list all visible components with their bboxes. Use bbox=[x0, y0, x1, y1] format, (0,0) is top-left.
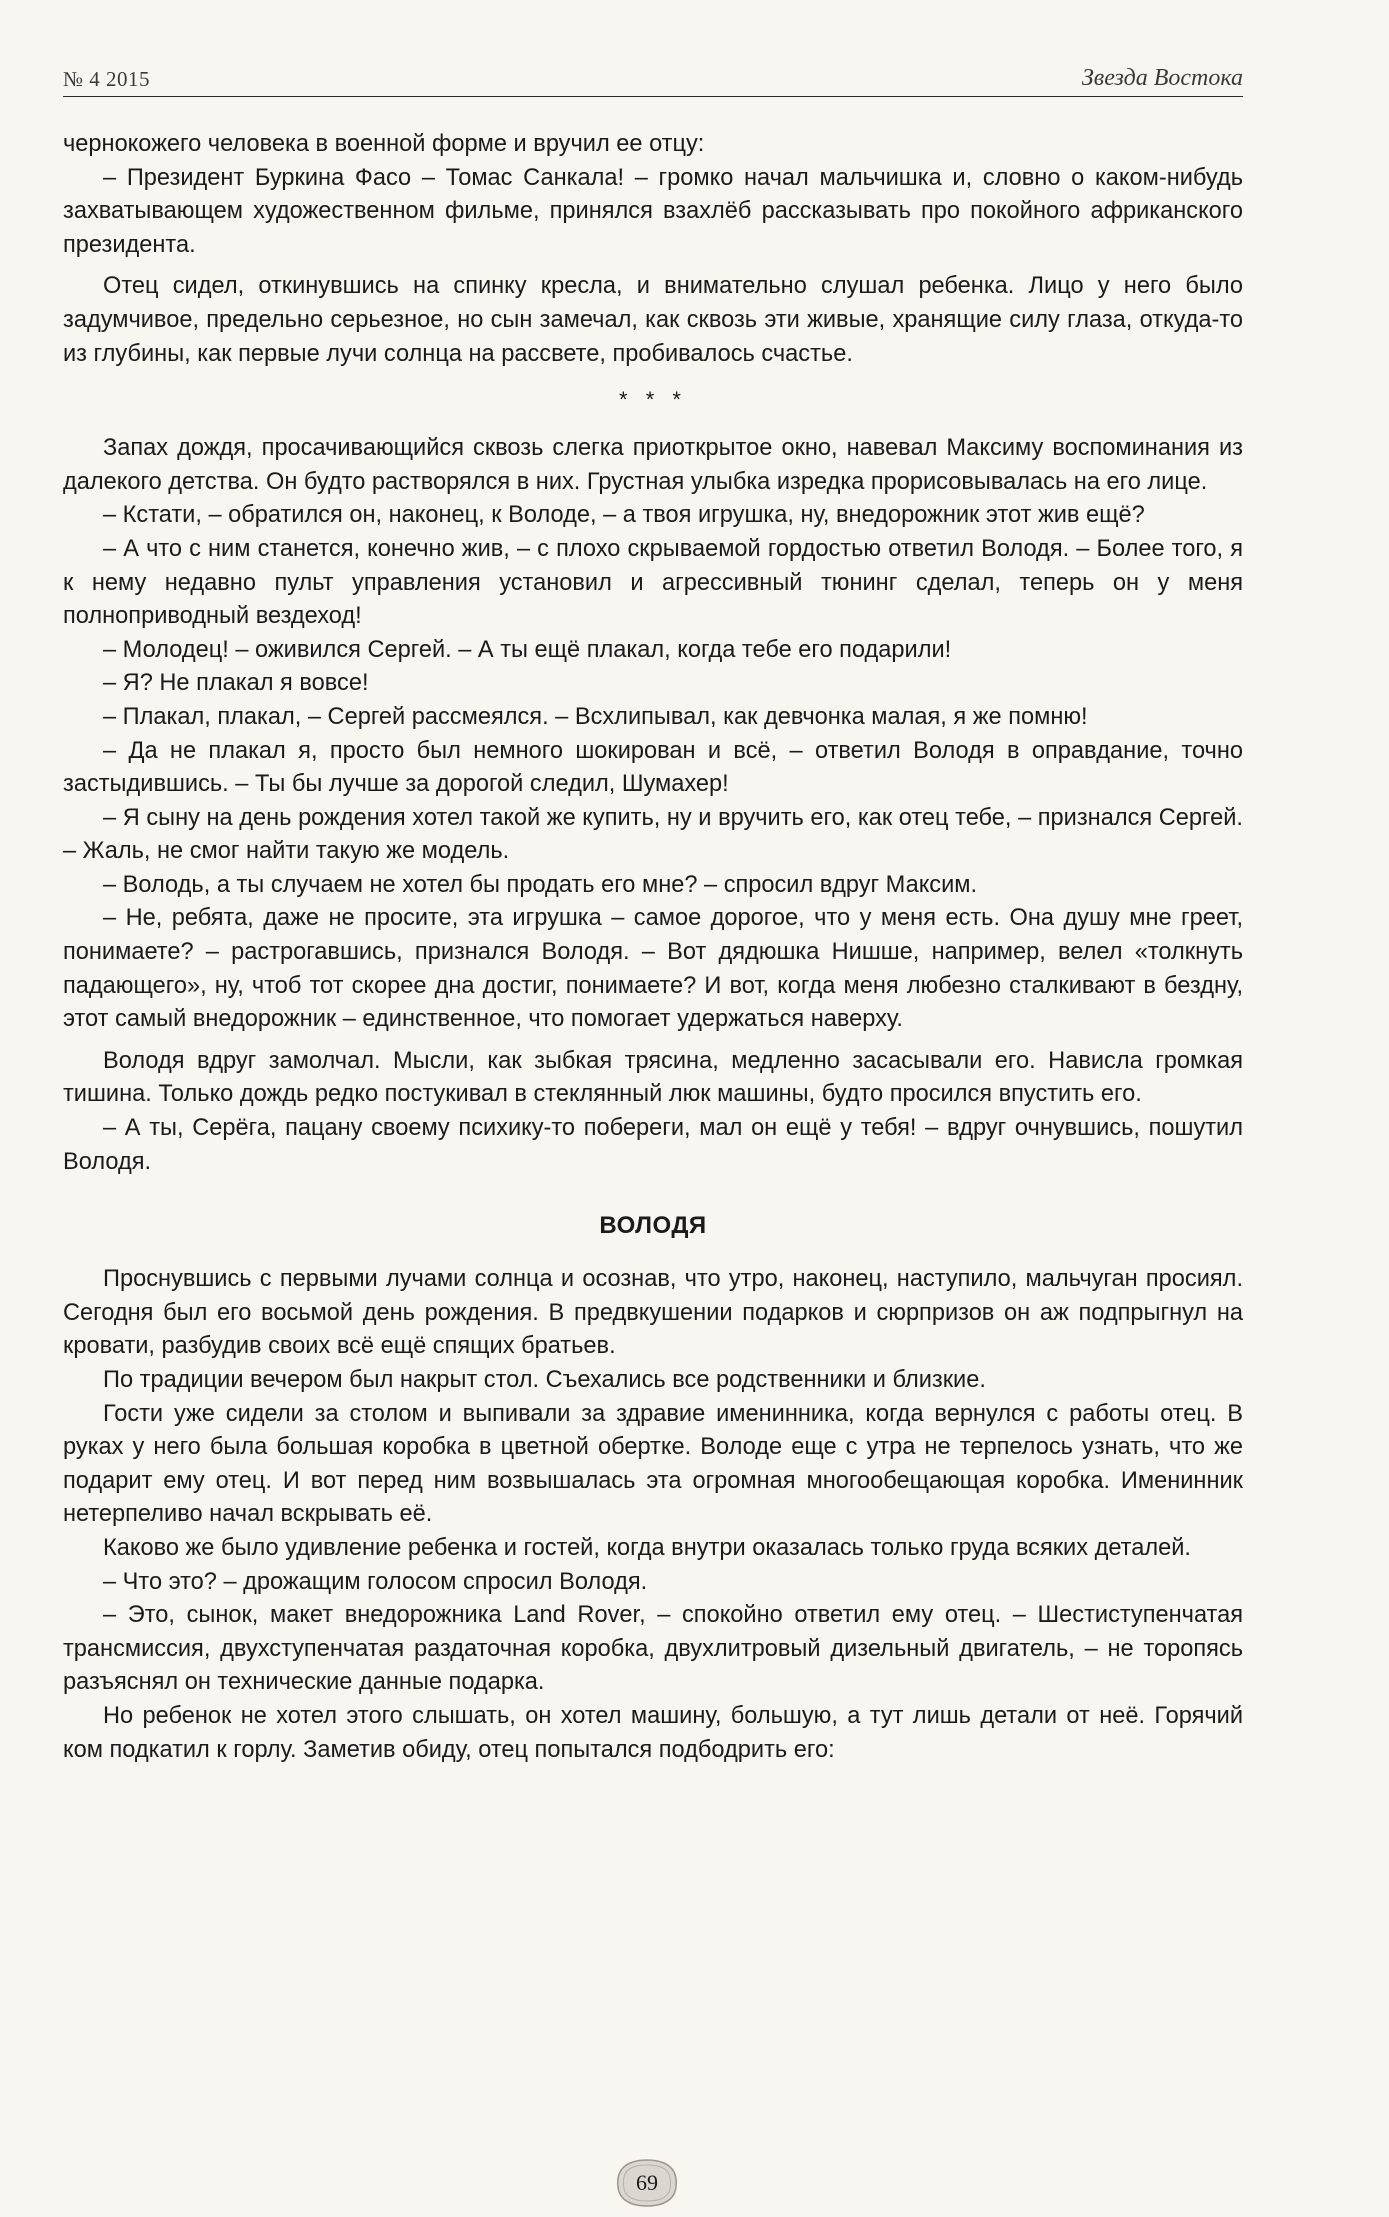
paragraph: Каково же было удивление ребенка и гостей, когда внутри оказалась только груда всяких деталей. bbox=[103, 1534, 1191, 1561]
page-number-label: 69 bbox=[636, 2170, 658, 2195]
paragraph: – Да не плакал я, просто был немного шокирован и всё, – ответил Володя в оправдание, точно застыдившись. – Ты бы лучше за дорогой следил, Шумахер! bbox=[63, 737, 1243, 798]
article-body bbox=[63, 128, 1243, 1767]
paragraph: чернокожего человека в военной форме и вручил ее отцу: bbox=[63, 131, 705, 157]
paragraph: Отец сидел, откинувшись на спинку кресла, и внимательно слушал ребенка. Лицо у него было задумчивое, предельно серьезное, но сын замечал, как сквозь эти живые, хранящие силу глаза, откуда-то из глубины, как первые лучи солнца на рассвете, пробивалось счастье. bbox=[63, 273, 1243, 367]
journal-title: Звезда Востока bbox=[1081, 65, 1243, 91]
paragraph: – А что с ним станется, конечно жив, – с плохо скрываемой гордостью ответил Володя. – Более того, я к нему недавно пульт управления установил и агрессивный тюнинг сделал, теперь он у меня полноприводный вездеход! bbox=[63, 535, 1243, 630]
paragraph: – Что это? – дрожащим голосом спросил Володя. bbox=[103, 1568, 648, 1595]
paragraph: – Я? Не плакал я вовсе! bbox=[103, 670, 369, 697]
page-number bbox=[616, 2158, 678, 2208]
paragraph: Проснувшись с первыми лучами солнца и осознав, что утро, наконец, наступило, мальчуган просиял. Сегодня был его восьмой день рождения. В предвкушении подарков и сюрпризов он аж подпрыгнул на кровати, разбудив своих всё ещё спящих братьев. bbox=[63, 1266, 1243, 1360]
paragraph: Запах дождя, просачивающийся сквозь слегка приоткрытое окно, навевал Максиму воспоминания из далекого детства. Он будто растворялся в них. Грустная улыбка изредка прорисовывалась на его лице. bbox=[63, 435, 1243, 495]
paragraph: Гости уже сидели за столом и выпивали за здравие именинника, когда вернулся с работы отец. В руках у него была большая коробка в цветной обертке. Володе еще с утра не терпелось узнать, что же подарит ему отец. И вот перед ним возвышалась эта огромная многообещающая коробка. Именинник нетерпеливо начал вскрывать её. bbox=[63, 1400, 1243, 1528]
page-header bbox=[63, 58, 1243, 97]
section-title: ВОЛОДЯ bbox=[599, 1212, 707, 1240]
paragraph: По традиции вечером был накрыт стол. Съехались все родственники и близкие. bbox=[103, 1367, 986, 1393]
paragraph: – Это, сынок, макет внедорожника Land Rover, – спокойно ответил ему отец. – Шестиступенчатая трансмиссия, двухступенчатая раздаточная коробка, двухлитровый дизельный двигатель, – не торопясь разъяснял он технические данные подарка. bbox=[63, 1602, 1243, 1696]
paragraph: – А ты, Серёга, пацану своему психику-то побереги, мал он ещё у тебя! – вдруг очнувшись, пошутил Володя. bbox=[63, 1115, 1243, 1175]
issue-number: № 4 2015 bbox=[63, 67, 151, 91]
paragraph: – Володь, а ты случаем не хотел бы продать его мне? – спросил вдруг Максим. bbox=[103, 871, 978, 898]
paragraph: – Я сыну на день рождения хотел такой же купить, ну и вручить его, как отец тебе, – признался Сергей. – Жаль, не смог найти такую же модель. bbox=[63, 804, 1243, 865]
paragraph: – Молодец! – оживился Сергей. – А ты ещё плакал, когда тебе его подарили! bbox=[103, 636, 952, 663]
paragraph: – Президент Буркина Фасо – Томас Санкала! – громко начал мальчишка и, словно о каком-нибудь захватывающем художественном фильме, принялся взахлёб рассказывать про покойного африканского президента. bbox=[63, 164, 1243, 258]
section-separator: * * * bbox=[619, 387, 687, 413]
paragraph: – Не, ребята, даже не просите, эта игрушка – самое дорогое, что у меня есть. Она душу мне греет, понимаете? – растрогавшись, признался Володя. – Вот дядюшка Нишше, например, велел «толкнуть падающего», ну, чтоб тот скорее дна достиг, понимаете? И вот, когда меня любезно сталкивают в бездну, этот самый внедорожник – единственное, что помогает удержаться наверху. bbox=[63, 905, 1243, 1033]
paragraph: Володя вдруг замолчал. Мысли, как зыбкая трясина, медленно засасывали его. Нависла громкая тишина. Только дождь редко постукивал в стеклянный люк машины, будто просился впустить его. bbox=[63, 1047, 1243, 1108]
paragraph: – Кстати, – обратился он, наконец, к Володе, – а твоя игрушка, ну, внедорожник этот жив ещё? bbox=[103, 502, 1145, 529]
paragraph: Но ребенок не хотел этого слышать, он хотел машину, большую, а тут лишь детали от неё. Горячий ком подкатил к горлу. Заметив обиду, отец попытался подбодрить его: bbox=[63, 1702, 1243, 1763]
paragraph: – Плакал, плакал, – Сергей рассмеялся. – Всхлипывал, как девчонка малая, я же помню! bbox=[103, 703, 1088, 730]
